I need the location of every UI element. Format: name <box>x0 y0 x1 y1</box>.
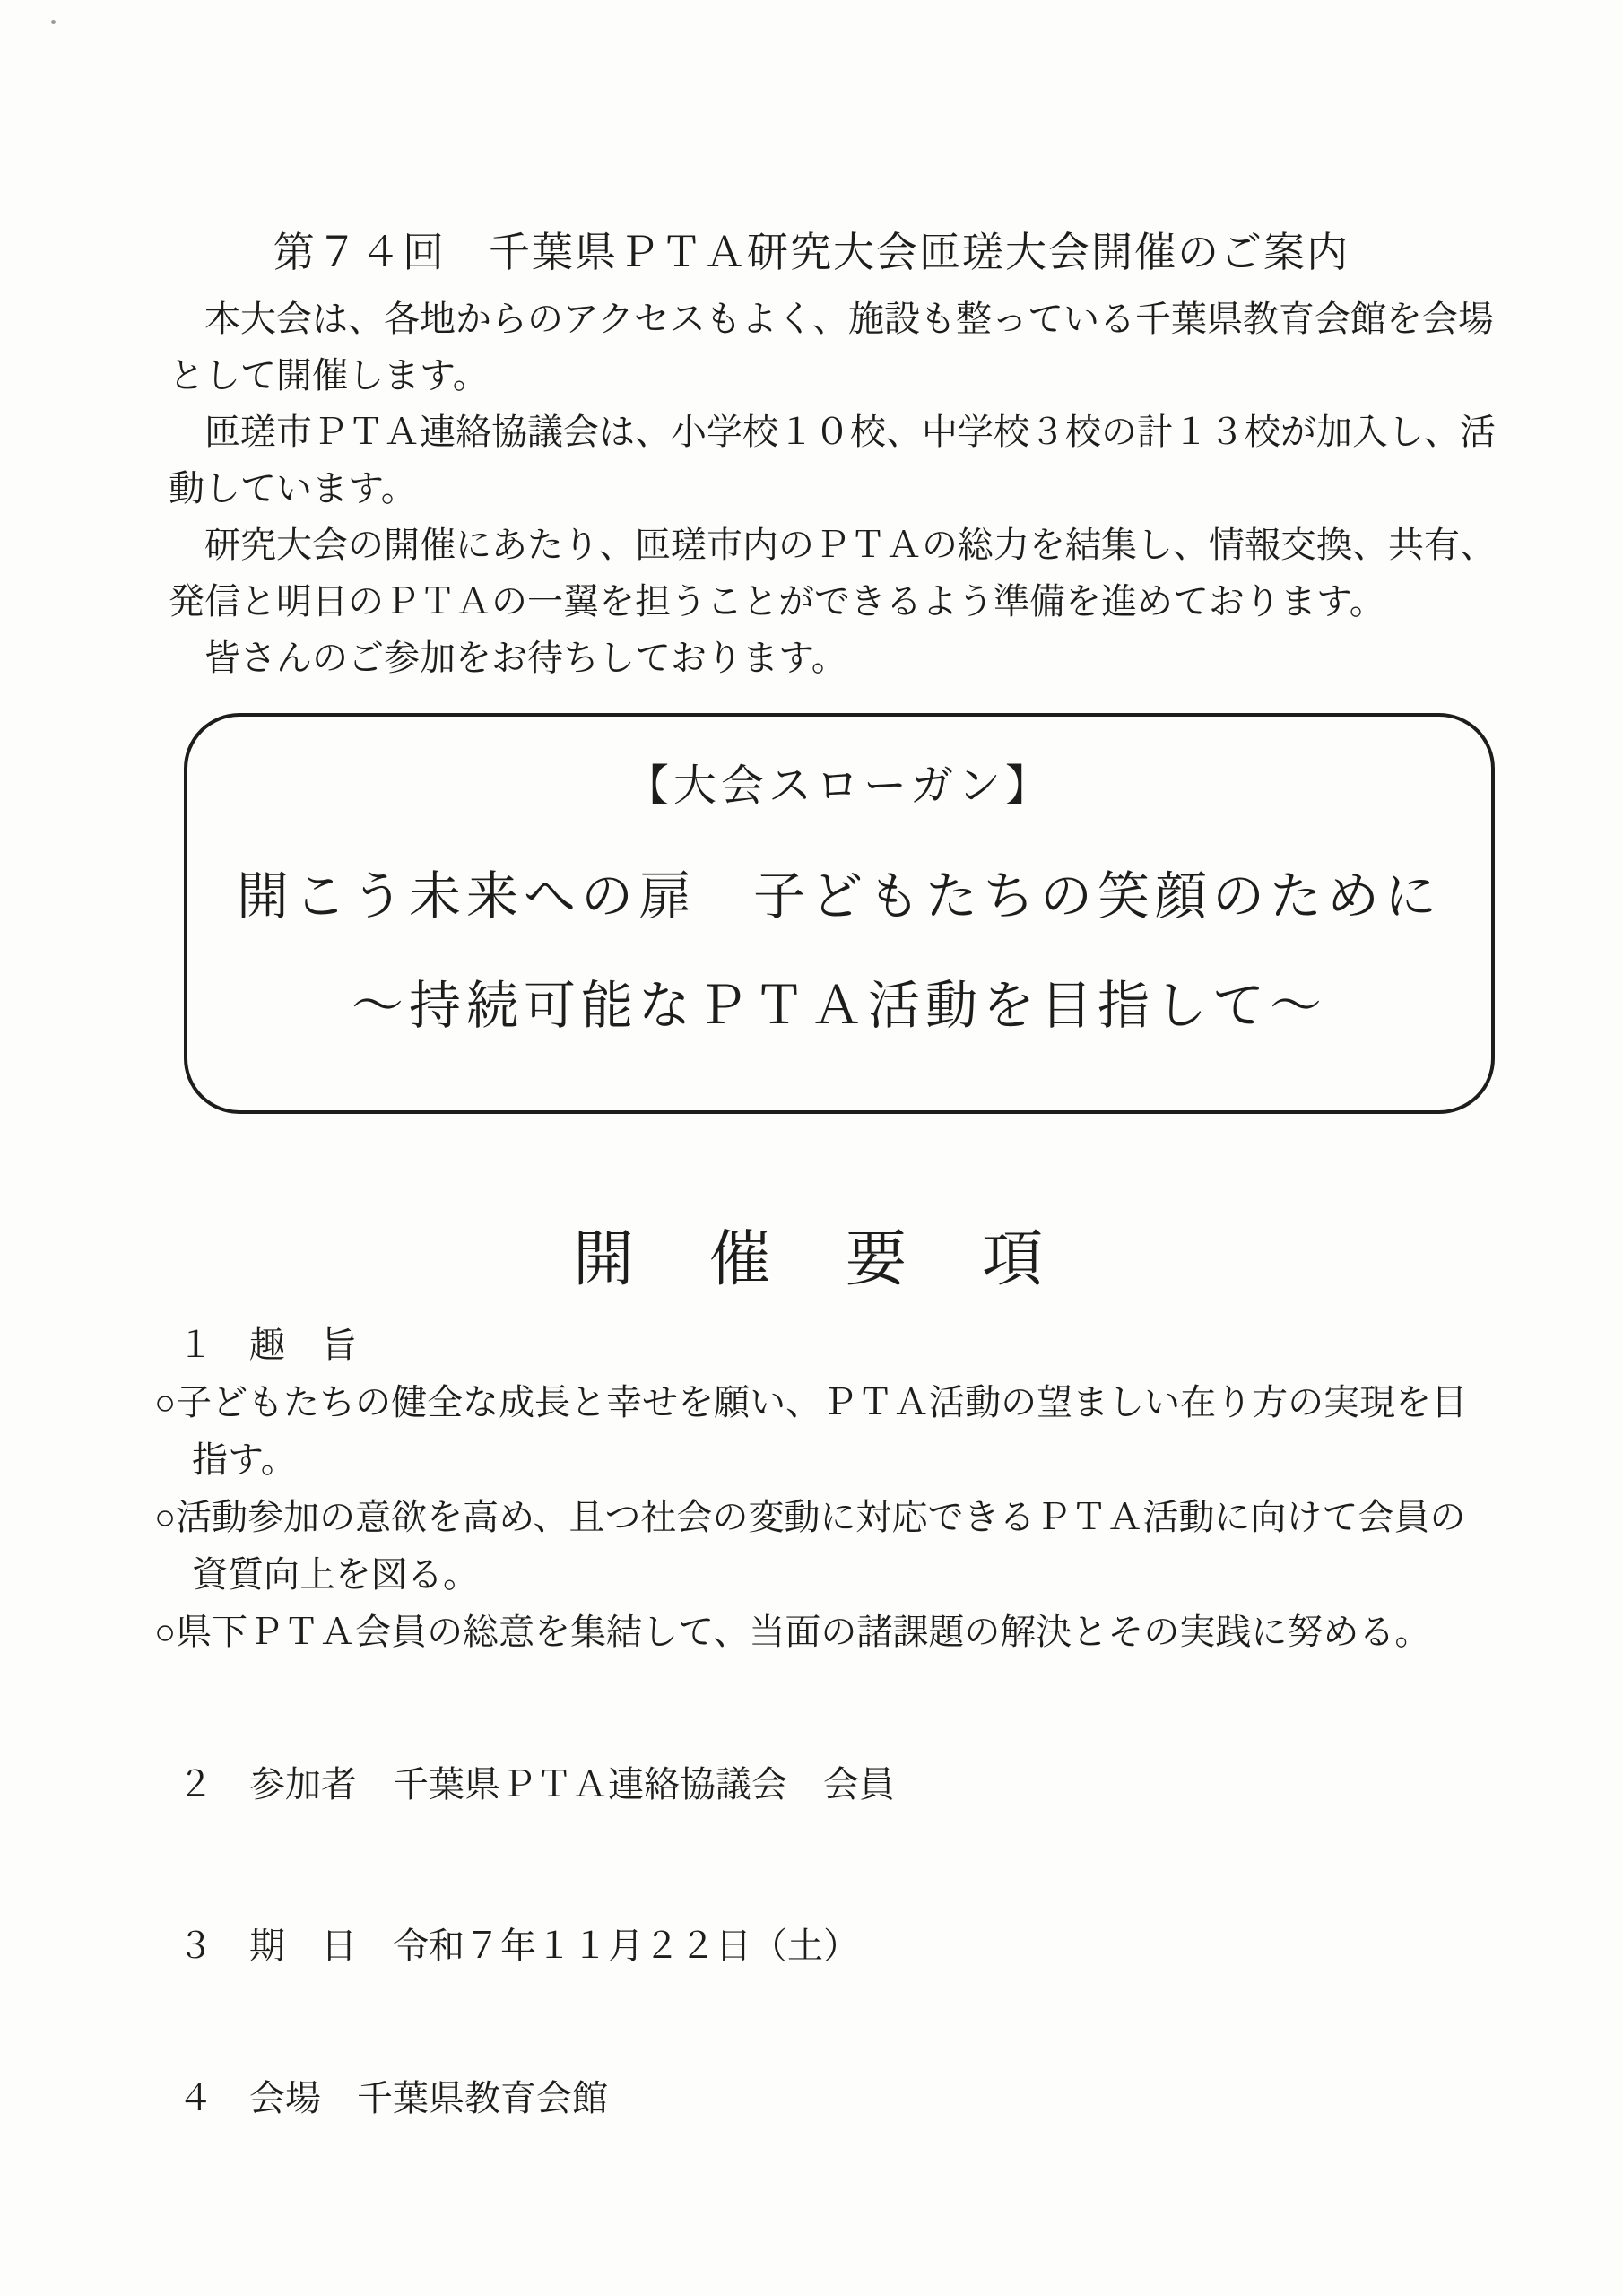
slogan-line: ～持続可能なＰＴＡ活動を目指して～ <box>351 976 1327 1035</box>
intro-line: 発信と明日のＰＴＡの一翼を担うことができるよう準備を進めております。 <box>169 581 1385 622</box>
section-4-venue: ４ 会場 千葉県教育会館 <box>178 2078 608 2118</box>
intro-line: 匝瑳市ＰＴＡ連絡協議会は、小学校１０校、中学校３校の計１３校が加入し、活 <box>204 412 1496 452</box>
document-title: 第７４回 千葉県ＰＴＡ研究大会匝瑳大会開催のご案内 <box>273 230 1350 275</box>
section-3-date: ３ 期 日 令和７年１１月２２日（土） <box>178 1926 859 1966</box>
intro-line: 動しています。 <box>169 468 417 509</box>
purpose-item-line: ○活動参加の意欲を高め、且つ社会の変動に対応できるＰＴＡ活動に向けて会員の <box>154 1497 1466 1537</box>
purpose-item-line: ○子どもたちの健全な成長と幸せを願い、ＰＴＡ活動の望ましい在り方の実現を目 <box>154 1382 1468 1422</box>
intro-line: として開催します。 <box>169 355 489 396</box>
purpose-item-line: ○県下ＰＴＡ会員の総意を集結して、当面の諸課題の解決とその実践に努める。 <box>154 1612 1431 1652</box>
slogan-box <box>184 713 1495 1114</box>
section-2-participants: ２ 参加者 千葉県ＰＴＡ連絡協議会 会員 <box>178 1764 895 1805</box>
slogan-heading: 【大会スローガン】 <box>625 762 1054 810</box>
purpose-list <box>154 1374 1526 1661</box>
section-1-purpose-label: １ 趣 旨 <box>178 1325 357 1365</box>
intro-line: 皆さんのご参加をお待ちしております。 <box>204 638 847 678</box>
intro-paragraphs <box>169 291 1523 686</box>
scan-artifact-dot <box>51 20 56 24</box>
slogan-line: 開こう未来への扉 子どもたちの笑顔のために <box>236 867 1442 926</box>
purpose-item-line: 資質向上を図る。 <box>192 1554 479 1595</box>
intro-line: 本大会は、各地からのアクセスもよく、施設も整っている千葉県教育会館を会場 <box>204 299 1494 339</box>
outline-heading: 開 催 要 項 <box>572 1225 1050 1293</box>
purpose-item-line: 指す。 <box>192 1439 297 1480</box>
intro-line: 研究大会の開催にあたり、匝瑳市内のＰＴＡの総力を結集し、情報交換、共有、 <box>204 525 1496 565</box>
